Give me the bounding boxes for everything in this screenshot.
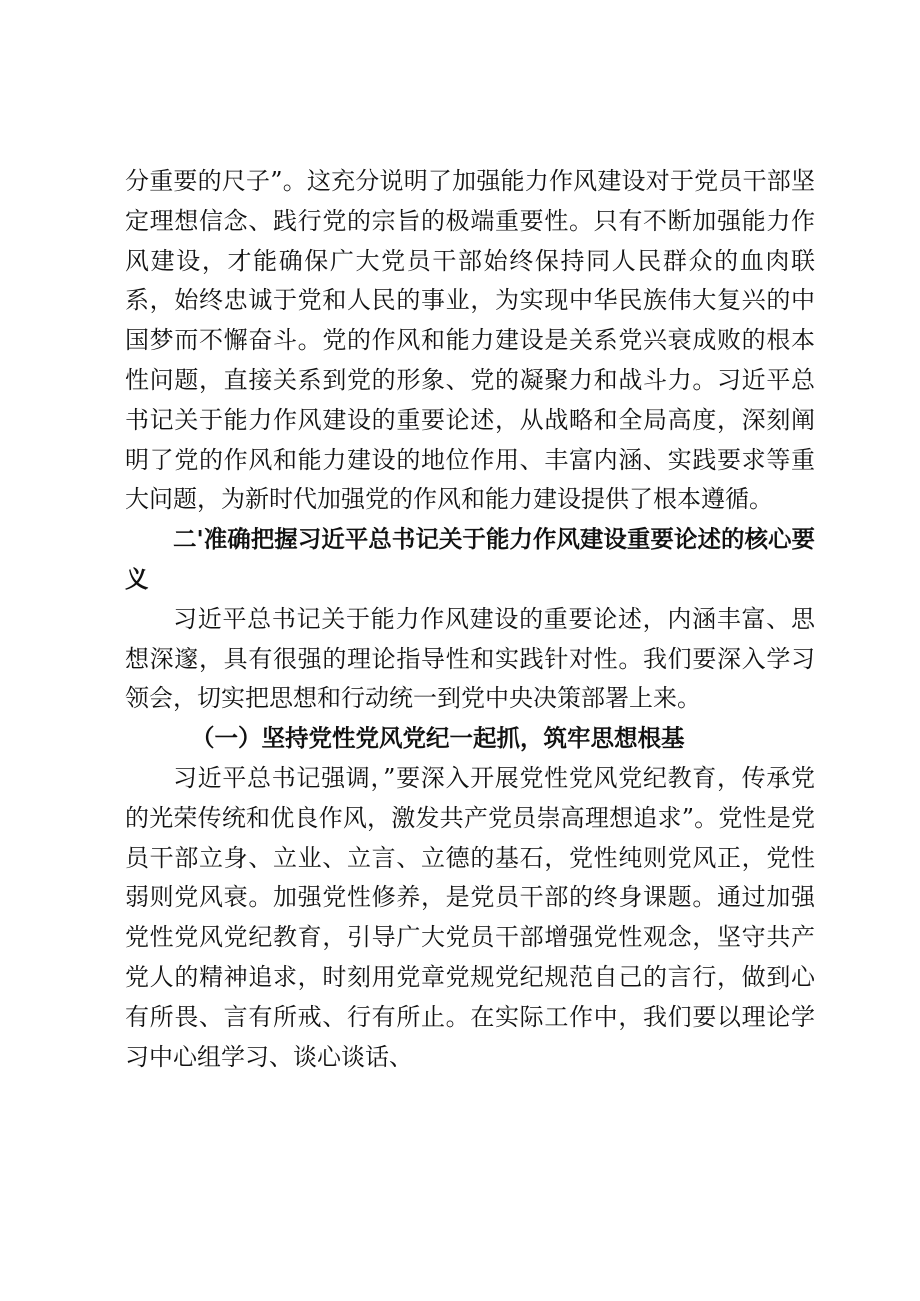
document-body (125, 162, 815, 1077)
paragraph-continuation: 分重要的尺子”。这充分说明了加强能力作风建设对于党员干部坚定理想信念、践行党的宗旨的极端重要性。只有不断加强能力作风建设，才能确保广大党员干部始终保持同人民群众的血肉联系，始终忠诚于党和人民的事业，为实现中华民族伟大复兴的中国梦而不懈奋斗。党的作风和能力建设是关系党兴衰成败的根本性问题，直接关系到党的形象、党的凝聚力和战斗力。习近平总书记关于能力作风建设的重要论述，从战略和全局高度，深刻阐明了党的作风和能力建设的地位作用、丰富内涵、实践要求等重大问题，为新时代加强党的作风和能力建设提供了根本遵循。 (125, 167, 815, 514)
paragraph-body: 习近平总书记强调，”要深入开展党性党风党纪教育，传承党的光荣传统和优良作风，激发共产党员崇高理想追求”。党性是党员干部立身、立业、立言、立德的基石，党性纯则党风正，党性弱则党风衰。加强党性修养，是党员干部的终身课题。通过加强党性党风党纪教育，引导广大党员干部增强党性观念，坚守共产党人的精神追求，时刻用党章党规党纪规范自己的言行，做到心有所畏、言有所戒、行有所止。在实际工作中，我们要以理论学习中心组学习、谈心谈话、 (125, 763, 815, 1071)
section-heading: 二'准确把握习近平总书记关于能力作风建设重要论述的核心要义 (125, 525, 815, 593)
paragraph-intro: 习近平总书记关于能力作风建设的重要论述，内涵丰富、思想深邃，具有很强的理论指导性和实践针对性。我们要深入学习领会，切实把思想和行动统一到党中央决策部署上来。 (125, 604, 815, 713)
subsection-heading: （一）坚持党性党风党纪一起抓，筑牢思想根基 (191, 724, 685, 753)
